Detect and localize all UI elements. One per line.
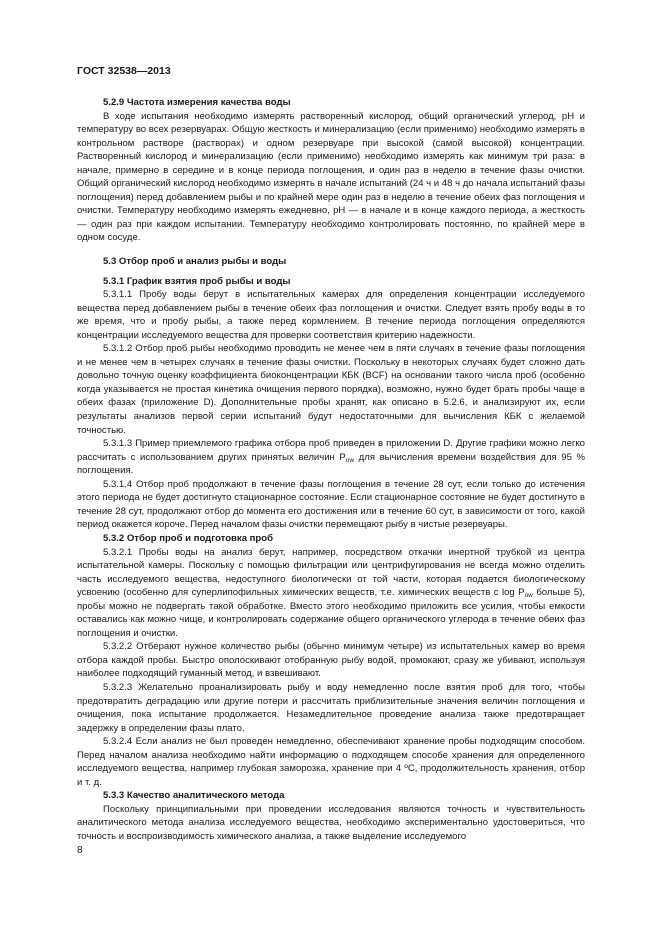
section-5-3-2-title: 5.3.2 Отбор проб и подготовка проб <box>103 532 273 544</box>
section-5-3-title: 5.3 Отбор проб и анализ рыбы и воды <box>103 256 287 268</box>
paragraph-5-3-2-4: 5.3.2.4 Если анализ не был проведен немедленно, обеспечивают хранение пробы подходящим способом. Перед началом анализа необходимо найти информацию о подходящем способе хранения для определенного исследуемого вещества, например глубокая заморозка, хранение при 4 ºC, продолжительность хранения, отбор и т. д. <box>77 736 585 788</box>
paragraph-5-3-2-2: 5.3.2.2 Отберают нужное количество рыбы (обычно минимум четыре) из испытательных камер во время отбора каждой пробы. Быстро ополоскивают отобранную рыбу водой, промокают, сразу же убивают, используя наиболее подходящий гуманный метод, и взвешивают. <box>77 641 585 680</box>
paragraph-5-3-1-3-part-b: для вычисления времени воздействия для 95 % поглощения. <box>77 451 585 477</box>
paragraph-5-3-2-1-part-b: больше 5), пробы можно не подвергать такой обработке. Вместо этого необходимо приложить все усилия, чтобы емкости оставались как можно чище, и контролировать содержание общего органического углерода в течение обеих фаз поглощения и очистки. <box>77 587 586 639</box>
section-5-2-9-title: 5.2.9 Частота измерения качества воды <box>103 97 291 108</box>
paragraph-5-3-1-3-part-a: 5.3.1.3 Пример приемлемого графика отбора проб приведен в приложении D. Другие графики можно легко рассчитать с использованием других принятых величин P <box>77 438 585 463</box>
paragraph-5-3-2-1 <box>77 546 585 641</box>
page-number: 8 <box>77 845 83 856</box>
paragraph-5-3-1-1: 5.3.1.1 Пробу воды берут в испытательных камерах для определения концентрации исследуемого вещества перед добавлением рыбы в течение обеих фаз поглощения и очистки. Следует взять пробу воды в то же время, что и пробу рыбы, а также перед кормлением. В течение периода поглощения определяются концентрации исследуемого вещества для проверки соответствия критерию надежности. <box>77 289 585 341</box>
paragraph-5-3-3-1: Поскольку принципиальными при проведении исследования являются точность и чувствительность аналитического метода анализа исследуемого вещества, необходимо экспериментально удостовериться, что точность и воспроизводимость химического анализа, а также выделение исследуемого <box>77 803 585 842</box>
paragraph-5-3-2-1-part-a: 5.3.2.1 Пробы воды на анализ берут, например, посредством откачки инертной трубкой из центра испытательной камеры. Поскольку с помощью фильтрации или центрифугирования не всегда можно отделить часть исследуемого вещества, недоступного биологически от той части, которая подается биологическому усвоению (особенно для суперлипофильных химических веществ, т.е. химических веществ с log P <box>77 546 585 599</box>
section-5-3-3-title: 5.3.3 Качество аналитического метода <box>103 790 285 802</box>
paragraph-5-3-1-3 <box>77 437 585 478</box>
paragraph-5-3-2-3: 5.3.2.3 Желательно проанализировать рыбу и воду немедленно после взятия проб для того, чтобы предотвратить деградацию или другие потери и рассчитать приблизительные значения величин поглощения и очищения, пока испытание продолжается. Незамедлительное проведение анализа также предотвращает задержку в определении фазы плато. <box>77 681 585 734</box>
paragraph-5-3-1-4: 5.3.1.4 Отбор проб продолжают в течение фазы поглощения в течение 28 сут, если только до истечения этого периода не будет достигнуто стационарное состояние. Если стационарное состояние не будет достигнуто в течение 28 сут, продолжают отбор до момента его достижения или в течение 60 сут, в зависимости от того, какой период окажется короче. Перед началом фазы очистки перемещают рыбу в чистые резервуары. <box>77 478 585 531</box>
section-5-2-9-text: В ходе испытания необходимо измерять растворенный кислород, общий органический углерод, pH и температуру во всех резервуарах. Общую жесткость и минерализацию (если применимо) необходимо измерять в контрольном растворе (растворах) и одном резервуаре при высокой (самой высокой) концентрации. Растворенный кислород и минерализацию (если применимо) необходимо измерять как минимум три раза: в начале, примерно в середине и в конце периода поглощения, и один раз в неделю в течение фазы очистки. Общий органический кислород необходимо измерять в начале испытаний (24 ч и 48 ч до начала испытаний фазы поглощения) перед добавлением рыбы и по крайней мере один раз в неделю в течение обеих фаз поглощения и очистки. Температуру необходимо измерять ежедневно, pH — в начале и в конце каждого периода, а жесткость — один раз при каждом испытании. Температуру необходимо контролировать постоянно, по крайней мере в одном сосуде. <box>77 110 586 244</box>
paragraph-5-3-1-2: 5.3.1.2 Отбор проб рыбы необходимо проводить не менее чем в пяти случаях в течение фазы поглощения и не менее чем в четырех случаях в течение фазы очистки. Поскольку в некоторых случаях будет сложно дать довольно точную оценку коэффициента биоконцентрации КБК (BCF) на основании такого числа проб (особенно когда указывается не простая кинетика очищения первого порядка), возможно, нужно будет брать пробы чаще в обеих фазах (приложение D). Дополнительные пробы хранят, как описано в 5.2.6, и анализируют их, если результаты анализов первой серии испытаний будут недостаточными для вычисления КБК с желаемой точностью. <box>77 343 585 436</box>
pow-subscript: ow <box>524 592 533 600</box>
standard-header: ГОСТ 32538—2013 <box>77 65 171 77</box>
page-content <box>77 96 585 844</box>
pow-subscript: ow <box>345 456 355 464</box>
section-5-3-1-title: 5.3.1 График взятия проб рыбы и воды <box>103 275 291 287</box>
